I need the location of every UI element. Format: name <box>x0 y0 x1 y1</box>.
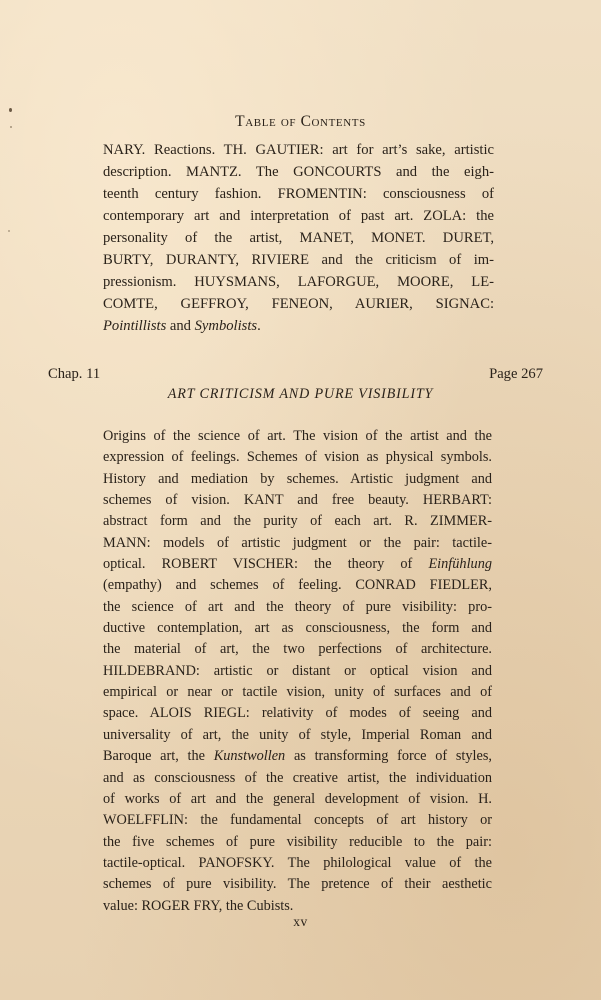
text-line: optical. ROBERT VISCHER: the theory of Einfühlung <box>103 556 492 573</box>
text-line: teenth century fashion. FROMENTIN: consciousness of <box>103 186 494 203</box>
text-line: universality of art, the unity of style, Imperial Roman and <box>103 726 492 743</box>
text-line: abstract form and the purity of each art. R. ZIMMER- <box>103 513 492 530</box>
text-line: ductive contemplation, art as consciousness, the form and <box>103 620 492 637</box>
text-line: MANN: models of artistic judgment or the pair: tactile- <box>103 534 492 551</box>
text-line: the material of art, the two perfections of architecture. <box>103 641 492 658</box>
text-line: schemes of vision. KANT and free beauty. HERBART: <box>103 492 492 509</box>
text-line: space. ALOIS RIEGL: relativity of modes of seeing and <box>103 705 492 722</box>
text-line: BURTY, DURANTY, RIVIERE and the criticism of im- <box>103 252 494 269</box>
text-line: COMTE, GEFFROY, FENEON, AURIER, SIGNAC: <box>103 296 494 313</box>
text-line: personality of the artist, MANET, MONET. DURET, <box>103 230 494 247</box>
text-line: Origins of the science of art. The vision of the artist and the <box>103 428 492 444</box>
text-line: the science of art and the theory of pure visibility: pro- <box>103 598 492 615</box>
text-line: Baroque art, the Kunstwollen as transforming force of styles, <box>103 748 492 765</box>
text-line: expression of feelings. Schemes of vision as physical symbols. <box>103 449 492 466</box>
text-line: and as consciousness of the creative artist, the individuation <box>103 769 492 786</box>
running-header: Table of Contents <box>235 113 366 130</box>
chapter-title: ART CRITICISM AND PURE VISIBILITY <box>167 386 434 402</box>
italic-term: Symbolists <box>194 318 258 335</box>
text-line: pressionism. HUYSMANS, LAFORGUE, MOORE, LE- <box>103 274 494 291</box>
text-line: History and mediation by schemes. Artistic judgment and <box>103 470 492 487</box>
italic-term: Pointillists <box>103 318 167 335</box>
text-line: contemporary art and interpretation of past art. ZOLA: the <box>103 208 494 225</box>
text-line: description. MANTZ. The GONCOURTS and the eigh- <box>103 164 494 181</box>
chapter-summary-paragraph <box>103 426 492 917</box>
ink-speck <box>8 230 10 232</box>
text-line: empirical or near or tactile vision, unity of surfaces and of <box>103 684 492 701</box>
chapter-heading-row <box>48 366 543 386</box>
page-folio: xv <box>293 914 308 929</box>
text-line: HILDEBRAND: artistic or distant or optical vision and <box>103 662 492 679</box>
italic-term: Kunstwollen <box>213 748 286 765</box>
text-line: the five schemes of pure visibility reducible to the pair: <box>103 833 492 850</box>
chapter-number: Chap. 11 <box>48 366 101 382</box>
text-line: Pointillists and Symbolists. <box>103 318 261 335</box>
text-line: WOELFFLIN: the fundamental concepts of art history or <box>103 812 492 829</box>
italic-term: Einfühlung <box>428 556 492 573</box>
text-line: NARY. Reactions. TH. GAUTIER: art for art’s sake, artistic <box>103 142 494 158</box>
text-line: of works of art and the general development of vision. H. <box>103 790 492 807</box>
text-line: schemes of pure visibility. The pretence of their aesthetic <box>103 876 492 893</box>
ink-speck <box>9 108 12 112</box>
text-line: tactile-optical. PANOFSKY. The philological value of the <box>103 854 492 871</box>
chapter-page-number: Page 267 <box>489 366 543 382</box>
text-line: value: ROGER FRY, the Cubists. <box>103 897 294 914</box>
intro-paragraph <box>103 139 494 337</box>
text-line: (empathy) and schemes of feeling. CONRAD FIEDLER, <box>103 577 492 594</box>
